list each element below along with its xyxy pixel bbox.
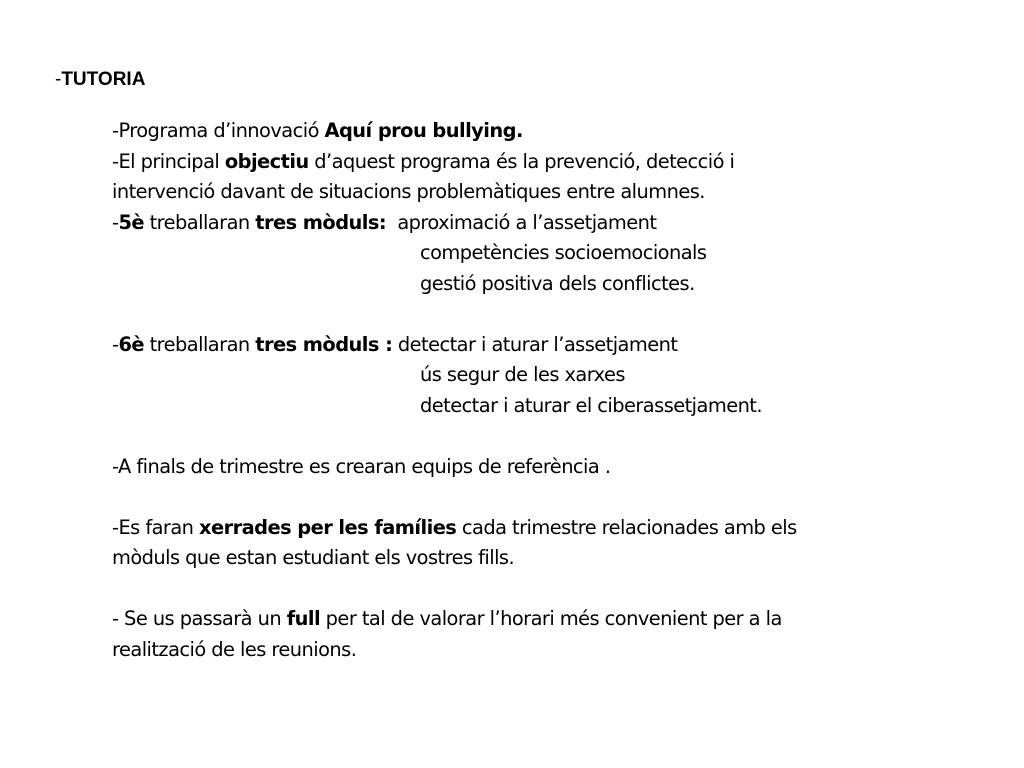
sheet-line-1 [112,604,912,635]
talks-prefix: -Es faran [112,515,200,539]
spacer [112,574,912,605]
talks-line-2: mòduls que estan estudiant els vostres fills. [112,546,515,569]
grade6-middle: treballaran [144,332,256,356]
program-name: Aquí prou bullying. [324,119,523,142]
talks-bold: xerrades per les famílies [199,515,457,539]
grade5-module-2: competències socioemocionals [420,241,707,264]
grade5-grade: 5è [118,210,144,234]
grade6-module-2: ús segur de les xarxes [420,363,625,386]
sheet-bold: full [286,607,321,630]
heading-dash: - [55,69,62,90]
spacer [112,421,912,452]
grade6-line [112,330,912,361]
grade5-modules-label: tres mòduls: [255,210,387,234]
section-heading [55,68,145,92]
grade6-modules-label: tres mòduls : [255,332,393,356]
talks-rest: cada trimestre relacionades amb els [456,515,797,539]
grade6-module-3: detectar i aturar el ciberassetjament. [420,393,762,417]
slide-body [112,116,912,665]
talks-line-1 [112,513,912,544]
program-prefix: -Programa d’innovació [112,119,325,142]
grade5-line [112,208,912,239]
grade6-dash: - [112,332,119,356]
sheet-prefix: - Se us passarà un [112,607,287,630]
teams-line: -A finals de trimestre es crearan equips de referència . [112,454,611,478]
sheet-rest: per tal de valorar l’horari més convenient per a la [320,607,782,630]
objective-line-1 [112,147,912,178]
heading-title: TUTORIA [61,69,146,90]
grade6-grade: 6è [118,332,144,356]
objective-line-2: intervenció davant de situacions problemàtiques entre alumnes. [112,180,705,203]
objective-rest: d’aquest programa és la prevenció, detecció i [308,149,735,173]
program-line [112,116,912,147]
grade5-middle: treballaran [144,210,256,234]
objective-bold: objectiu [224,149,309,173]
grade6-module-1: detectar i aturar l’assetjament [397,332,678,356]
objective-prefix: -El principal [112,149,225,173]
grade5-dash: - [112,210,119,234]
sheet-line-2: realització de les reunions. [112,637,357,661]
grade5-module-1: aproximació a l’assetjament [397,210,657,234]
spacer [112,482,912,513]
grade5-module-3: gestió positiva dels conflictes. [420,271,695,295]
spacer [112,299,912,330]
